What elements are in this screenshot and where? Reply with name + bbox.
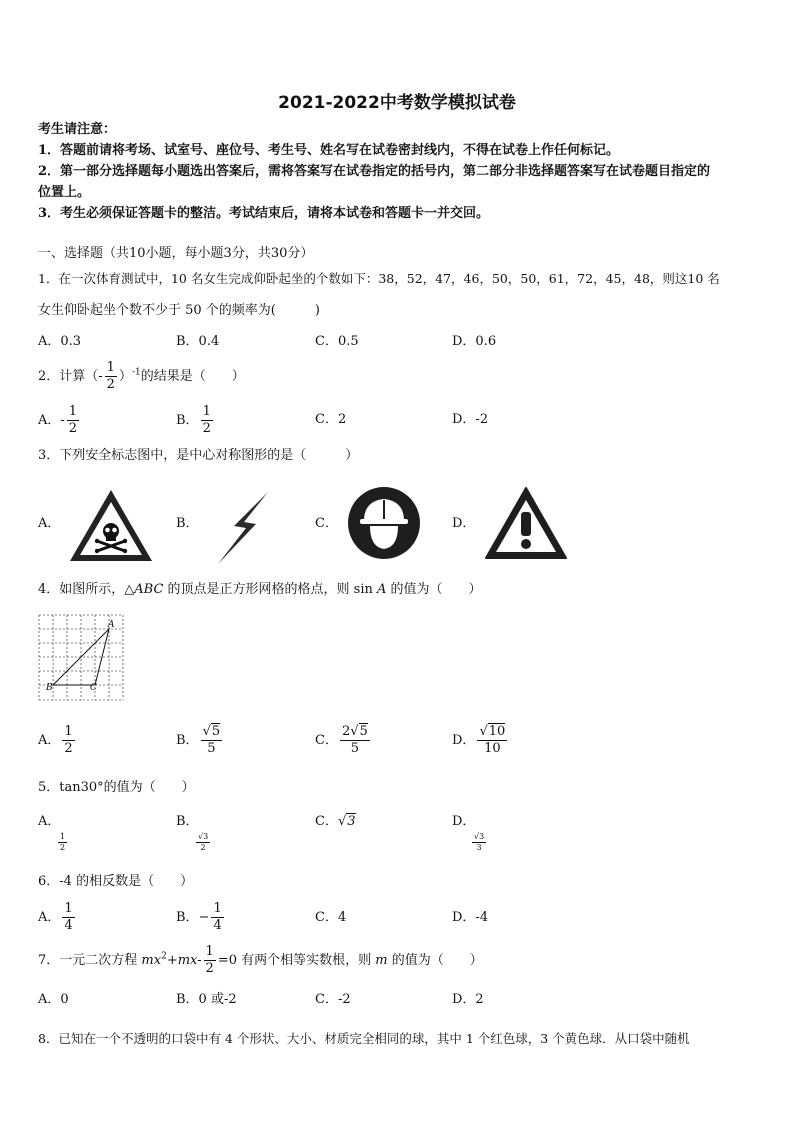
q4-mid: 的顶点是正方形网格的格点，则 sin xyxy=(163,582,378,597)
q6-option-d[interactable]: D．-4 xyxy=(452,910,489,925)
q4-option-a-label: A． xyxy=(38,733,61,748)
skull-warning-icon[interactable] xyxy=(67,487,155,565)
q5-option-b-num: √3 xyxy=(198,832,209,841)
q4-option-c-coef: 2 xyxy=(341,724,351,739)
q4-tail: 的值为（ ） xyxy=(386,582,482,597)
question-7-text xyxy=(38,944,764,977)
q4-option-a-num: 1 xyxy=(64,724,73,739)
q5-option-c-label: C． xyxy=(315,814,338,829)
q4-option-d-fraction xyxy=(477,724,507,757)
q4-option-c-fraction xyxy=(340,724,370,757)
q1-option-b[interactable]: B．0.4 xyxy=(176,334,220,349)
q5-option-c-radical: √ xyxy=(337,814,347,829)
q7-variable-m: m xyxy=(375,953,388,968)
q5-option-d-label: D． xyxy=(452,814,476,829)
q7-option-c[interactable]: C．-2 xyxy=(315,992,351,1007)
q4-option-c-label: C． xyxy=(315,733,338,748)
q5-option-d-num: √3 xyxy=(474,832,485,841)
q4-option-a-den: 2 xyxy=(64,741,73,756)
q2-tail: 的结果是（ ） xyxy=(140,369,245,384)
q5-option-c-radicand: 3 xyxy=(347,814,356,829)
q1-option-d[interactable]: D．0.6 xyxy=(452,334,497,349)
q4-option-c-num xyxy=(340,724,370,741)
question-2-text xyxy=(38,360,764,393)
q4-option-c-den: 5 xyxy=(350,741,360,756)
notice-heading: 考生请注意： xyxy=(38,122,117,137)
q7-option-a[interactable]: A．0 xyxy=(38,992,69,1007)
q2-option-b-label: B． xyxy=(176,413,199,428)
q5-option-b-fraction xyxy=(196,832,210,853)
q4-option-d-radical: √ xyxy=(479,724,488,739)
q6-option-a-num: 1 xyxy=(64,901,73,916)
q7-term-mx: mx xyxy=(141,953,162,968)
q5-option-a[interactable] xyxy=(38,812,69,853)
q4-option-b-label: B． xyxy=(176,733,199,748)
q2-prefix: 2．计算（- xyxy=(38,369,103,384)
q6-option-b-fraction xyxy=(211,901,223,934)
q1-option-a[interactable]: A．0.3 xyxy=(38,334,82,349)
notice-item-2: 2．第一部分选择题每小题选出答案后，需将答案写在试卷指定的括号内，第二部分非选择题答案写在试卷题目指定的 xyxy=(38,164,711,179)
q4-option-c-radical: √ xyxy=(350,724,359,739)
question-3-text: 3．下列安全标志图中，是中心对称图形的是（ ） xyxy=(38,448,359,463)
q2-option-b-num: 1 xyxy=(202,404,211,419)
q6-option-a-fraction xyxy=(62,901,74,934)
q7-tail: =0 有两个相等实数根，则 xyxy=(217,953,376,968)
q4-option-b[interactable] xyxy=(176,724,224,757)
q5-option-d-den: 3 xyxy=(476,843,482,852)
q4-option-a-fraction xyxy=(62,724,74,757)
q4-option-b-num xyxy=(201,724,223,741)
q2-paren: ） xyxy=(118,369,132,384)
q2-option-a[interactable] xyxy=(38,404,81,437)
question-8-text: 8．已知在一个不透明的口袋中有 4 个形状、大小、材质完全相同的球，其中 1 个红色球，3 个黄色球．从口袋中随机 xyxy=(38,1031,690,1046)
q2-option-a-label: A．- xyxy=(38,413,65,428)
q7-frac-num: 1 xyxy=(205,944,214,959)
q5-option-d[interactable] xyxy=(452,812,488,853)
q5-option-a-label: A． xyxy=(38,814,61,829)
q7-mid: +mx- xyxy=(166,953,202,968)
q5-option-a-num: 1 xyxy=(60,832,66,841)
q6-option-a-den: 4 xyxy=(64,918,73,933)
question-4-text xyxy=(38,580,764,600)
q4-option-b-den: 5 xyxy=(207,741,216,756)
q6-option-b-den: 4 xyxy=(213,918,222,933)
q5-option-a-den: 2 xyxy=(60,843,66,852)
question-5-text: 5．tan30°的值为（ ） xyxy=(38,780,195,795)
q4-option-b-radicand: 5 xyxy=(211,724,221,739)
q4-option-d-num xyxy=(477,724,507,741)
q2-frac-num: 1 xyxy=(106,360,115,375)
q4-option-b-fraction xyxy=(201,724,223,757)
q4-prefix: 4．如图所示，△ xyxy=(38,582,135,597)
section-heading: 一、选择题（共10小题，每小题3分，共30分） xyxy=(38,246,314,261)
q1-option-c[interactable]: C．0.5 xyxy=(315,334,359,349)
notice-item-2-cont: 位置上。 xyxy=(38,185,91,200)
q2-option-d[interactable]: D．-2 xyxy=(452,412,489,427)
q7-prefix: 7．一元二次方程 xyxy=(38,953,142,968)
q4-vertex-c: C xyxy=(90,683,97,693)
exclamation-warning-icon[interactable] xyxy=(484,486,568,562)
q5-option-c[interactable] xyxy=(315,812,356,832)
q3-option-d-label[interactable]: D． xyxy=(452,516,476,531)
notice-item-3: 3．考生必须保证答题卡的整洁。考试结束后，请将本试卷和答题卡一并交回。 xyxy=(38,206,490,221)
q2-option-b[interactable] xyxy=(176,404,215,437)
q4-angle: A xyxy=(377,582,387,597)
q2-option-a-den: 2 xyxy=(68,421,78,436)
q2-option-a-fraction xyxy=(67,404,79,437)
q2-option-a-num: 1 xyxy=(68,404,78,419)
q7-frac-den: 2 xyxy=(205,961,214,976)
q6-option-a-label: A． xyxy=(38,910,61,925)
q4-vertex-b: B xyxy=(46,683,53,693)
q4-option-b-radical: √ xyxy=(202,724,211,739)
q2-option-c[interactable]: C．2 xyxy=(315,412,347,427)
q7-tail2: 的值为（ ） xyxy=(387,953,483,968)
q5-option-b-label: B． xyxy=(176,814,199,829)
q5-option-b-den: 2 xyxy=(200,843,206,852)
q5-option-a-fraction xyxy=(58,832,67,853)
q2-frac-den: 2 xyxy=(106,377,115,392)
q4-triangle-name: ABC xyxy=(134,582,164,597)
q6-option-b[interactable] xyxy=(176,901,226,934)
notice-item-1: 1．答题前请将考场、试室号、座位号、考生号、姓名写在试卷密封线内，不得在试卷上作任何标记。 xyxy=(38,143,620,158)
q6-option-c[interactable]: C．4 xyxy=(315,910,347,925)
q3-option-b-label[interactable]: B． xyxy=(176,516,199,531)
q3-option-a-label[interactable]: A． xyxy=(38,516,61,531)
page-title: 2021-2022中考数学模拟试卷 xyxy=(278,93,516,113)
q6-option-a[interactable] xyxy=(38,901,77,934)
q6-option-b-num: 1 xyxy=(213,901,222,916)
question-6-text: 6．-4 的相反数是（ ） xyxy=(38,874,194,889)
q7-exponent: 2 xyxy=(161,951,167,962)
q5-option-d-fraction xyxy=(472,832,486,853)
q7-fraction xyxy=(204,944,216,977)
lightning-bolt-icon[interactable] xyxy=(216,490,270,566)
question-1-text-cont: 女生仰卧起坐个数不少于 50 个的频率为( ) xyxy=(38,303,320,318)
q2-option-b-den: 2 xyxy=(202,421,211,436)
q4-option-a[interactable] xyxy=(38,724,77,757)
q4-vertex-a: A xyxy=(108,620,115,630)
q2-option-b-fraction xyxy=(201,404,213,437)
q7-option-d[interactable]: D．2 xyxy=(452,992,484,1007)
safety-helmet-icon[interactable] xyxy=(346,485,422,561)
q5-option-b[interactable] xyxy=(176,812,212,853)
q4-option-d[interactable] xyxy=(452,724,509,757)
q4-option-c-radicand: 5 xyxy=(359,724,368,739)
q2-fraction xyxy=(105,360,117,393)
q2-exponent: -1 xyxy=(131,367,141,378)
question-1-text: 1．在一次体育测试中，10 名女生完成仰卧起坐的个数如下：38，52，47，46，50，50，61，72，45，48，则这10 名 xyxy=(38,271,720,286)
q6-option-b-label: B．− xyxy=(176,910,210,925)
q4-option-c[interactable] xyxy=(315,724,372,757)
q4-option-d-radicand: 10 xyxy=(488,724,506,739)
q3-option-c-label[interactable]: C． xyxy=(315,516,338,531)
q7-option-b[interactable]: B．0 或-2 xyxy=(176,992,237,1007)
q4-option-d-label: D． xyxy=(452,733,476,748)
q4-option-d-den: 10 xyxy=(484,741,501,756)
